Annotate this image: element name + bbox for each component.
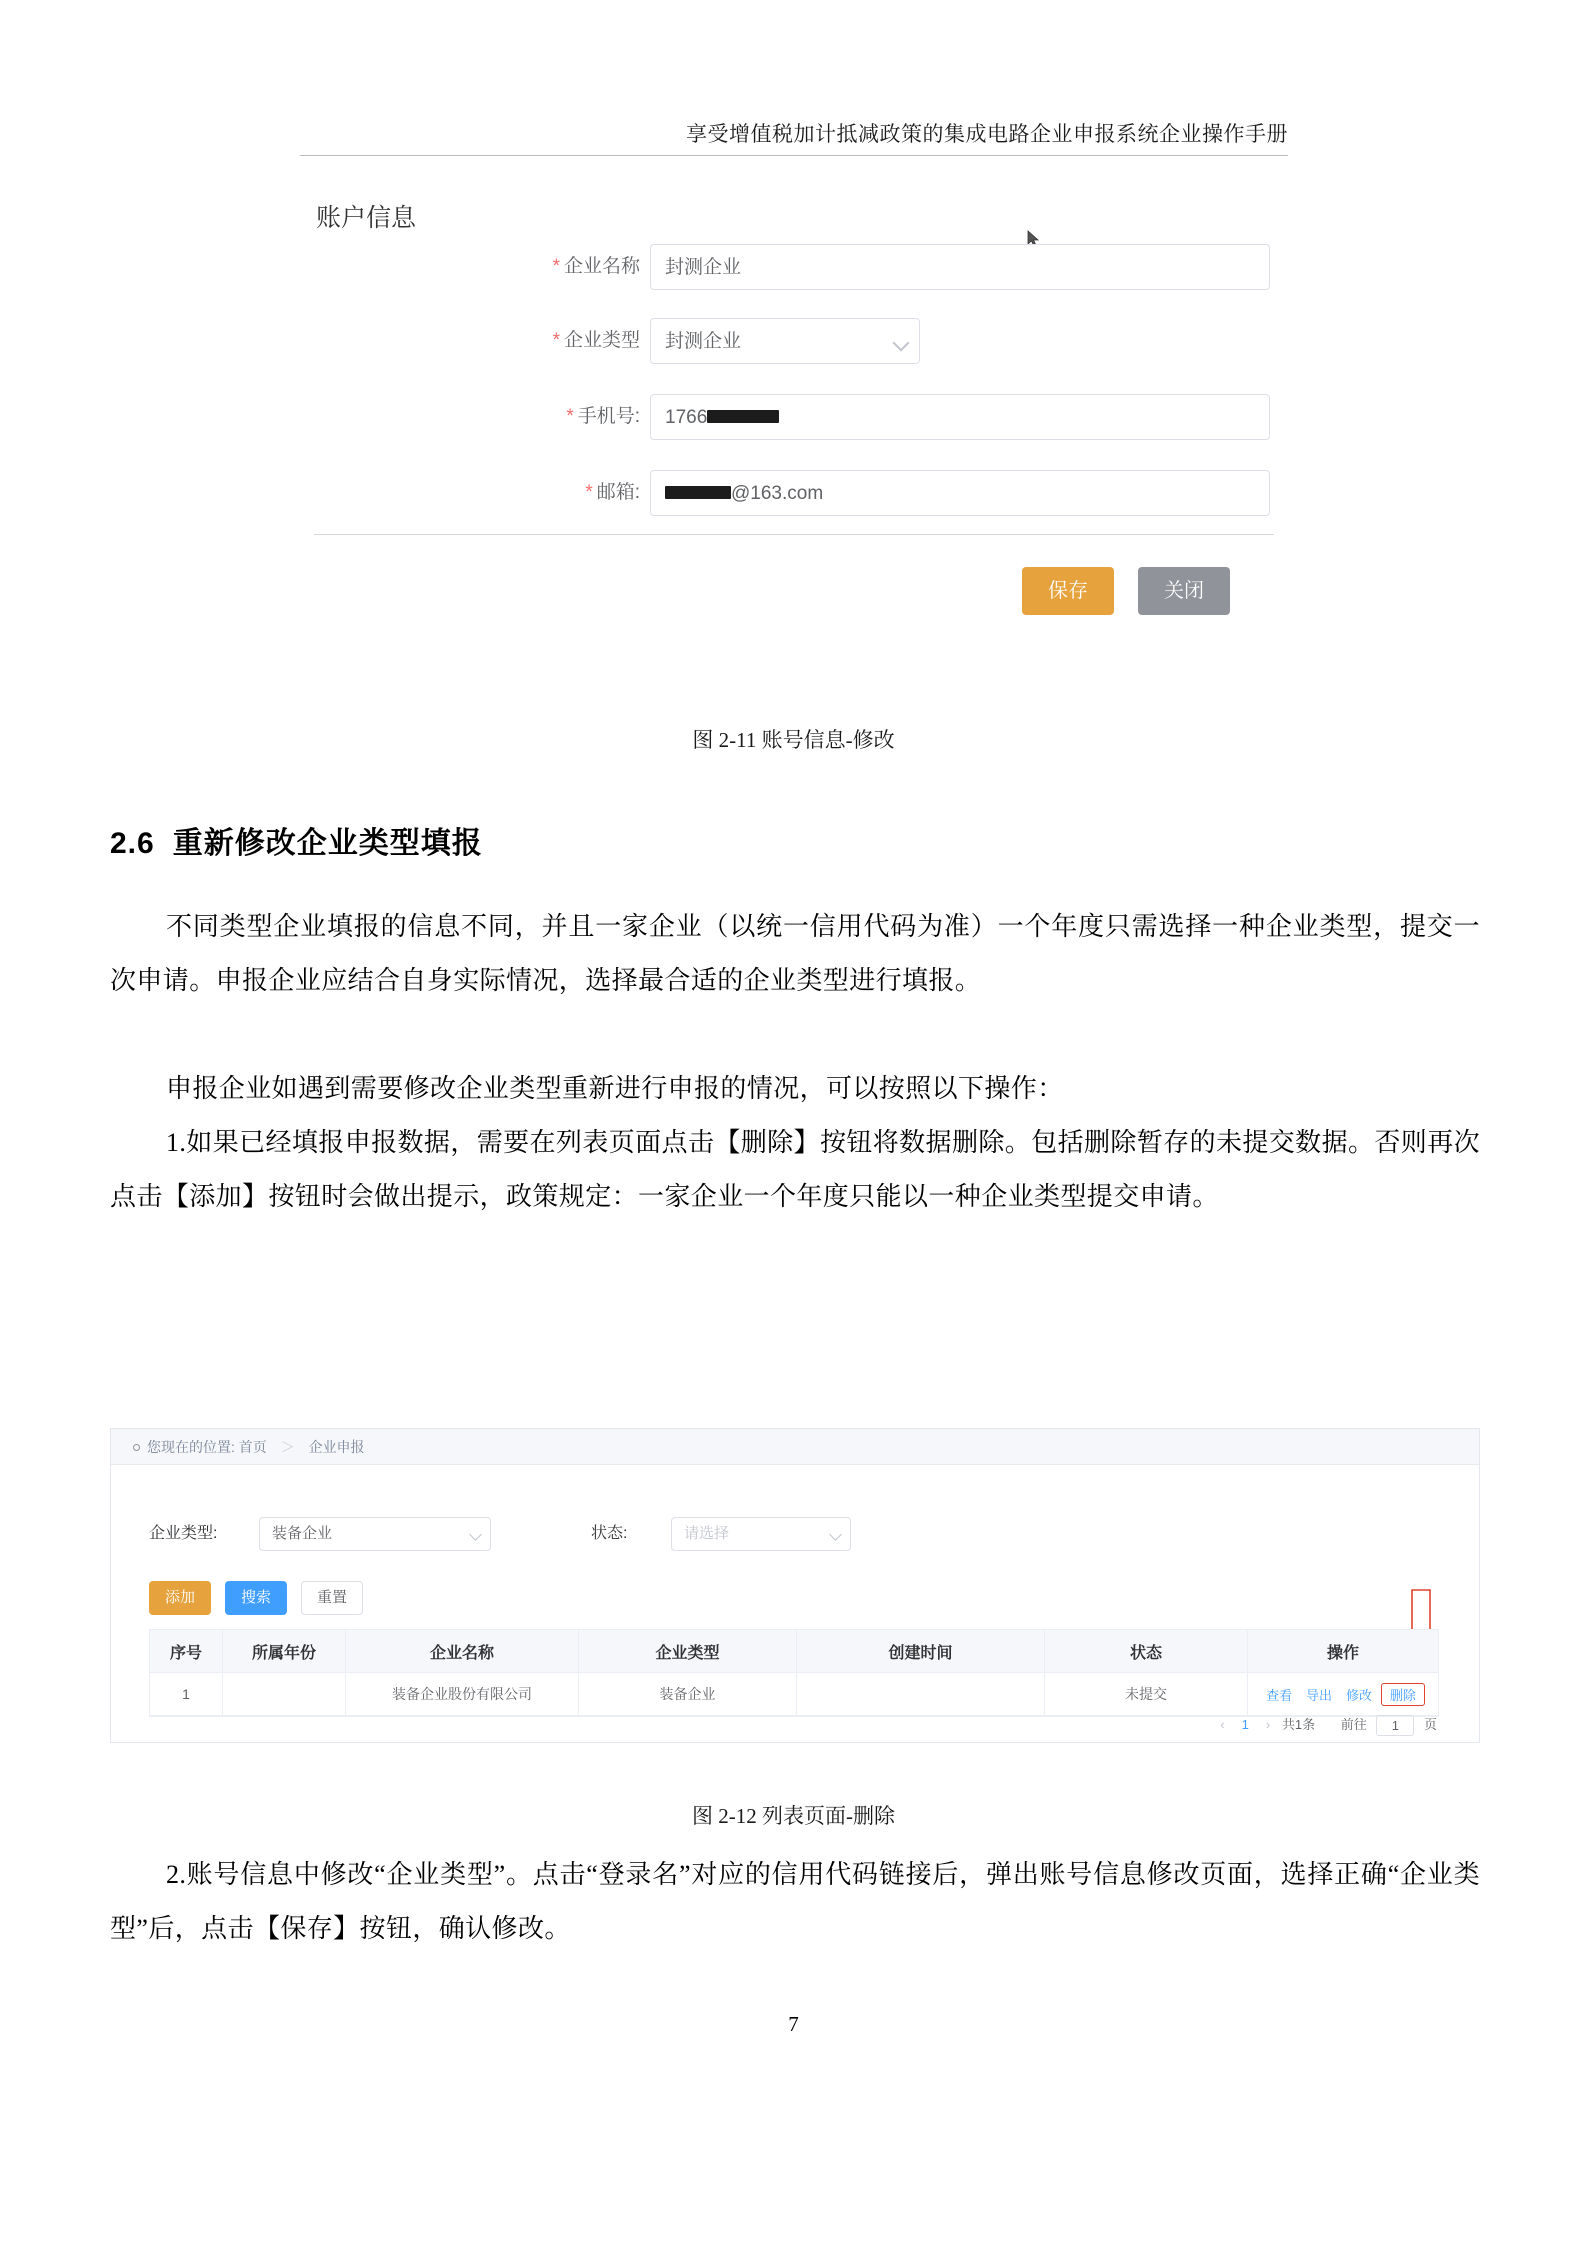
field-row-phone (300, 394, 1288, 440)
location-icon (133, 1444, 140, 1451)
pagination-prev[interactable]: ‹ (1220, 1717, 1225, 1732)
action-delete-highlight (1381, 1683, 1425, 1706)
input-email[interactable] (650, 470, 1270, 516)
figure-list-page (110, 1428, 1480, 1743)
filter-select-status[interactable]: 请选择 (671, 1517, 851, 1551)
breadcrumb-bar (111, 1429, 1479, 1465)
section-heading (110, 818, 483, 862)
form-divider (314, 534, 1274, 535)
figure-caption-2-11: 图 2-11 账号信息-修改 (692, 728, 895, 752)
cell-company: 装备企业股份有限公司 (346, 1673, 579, 1716)
header-divider (300, 155, 1288, 156)
pagination-page-1[interactable]: 1 (1241, 1717, 1249, 1732)
chevron-down-icon (829, 1528, 842, 1541)
input-company-name[interactable]: 封测企业 (650, 244, 1270, 290)
select-company-type[interactable]: 封测企业 (650, 318, 920, 364)
pagination-jump-label: 前往 (1340, 1717, 1367, 1732)
action-edit[interactable]: 修改 (1345, 1687, 1372, 1703)
save-button[interactable]: 保存 (1022, 567, 1114, 615)
required-mark: * (566, 406, 574, 427)
col-type: 企业类型 (579, 1630, 797, 1673)
required-mark: * (552, 256, 560, 277)
close-button[interactable]: 关闭 (1138, 567, 1230, 615)
redaction-bar (707, 410, 779, 423)
email-value: @163.com (665, 471, 823, 517)
figure-caption-2-12: 图 2-12 列表页面-删除 (692, 1804, 895, 1828)
breadcrumb-separator: ＞ (280, 1439, 295, 1455)
field-row-company-name (300, 244, 1288, 290)
action-delete[interactable]: 删除 (1389, 1687, 1416, 1703)
account-info-title: 账户信息 (316, 204, 417, 232)
figure-account-info (300, 182, 1288, 682)
cell-actions (1248, 1673, 1439, 1716)
input-phone[interactable] (650, 394, 1270, 440)
field-row-email (300, 470, 1288, 516)
col-index: 序号 (150, 1630, 223, 1673)
col-status: 状态 (1045, 1630, 1248, 1673)
chevron-down-icon (893, 335, 910, 352)
required-mark: * (552, 330, 560, 351)
cell-created (797, 1673, 1045, 1716)
col-company: 企业名称 (346, 1630, 579, 1673)
filter-label-status: 状态: (591, 1525, 628, 1542)
add-button[interactable]: 添加 (149, 1581, 211, 1615)
cell-year (223, 1673, 346, 1716)
page-number: 7 (788, 2012, 799, 2036)
pagination-next[interactable]: › (1265, 1717, 1271, 1732)
heading-number: 2.6 (110, 827, 155, 860)
label-email: * 邮箱: (585, 482, 640, 503)
reset-button[interactable]: 重置 (301, 1581, 363, 1615)
breadcrumb-item-home[interactable]: 首页 (238, 1439, 267, 1455)
action-view[interactable]: 查看 (1266, 1687, 1293, 1703)
heading-text: 重新修改企业类型填报 (172, 827, 483, 860)
label-company-type: * 企业类型 (552, 330, 640, 351)
field-row-company-type (300, 318, 1288, 364)
pagination-jump-input[interactable]: 1 (1376, 1715, 1414, 1736)
filter-select-company-type[interactable]: 装备企业 (259, 1517, 491, 1551)
paragraph-3: 1.如果已经填报申报数据，需要在列表页面点击【删除】按钮将数据删除。包括删除暂存的未提交数据。否则再次点击【添加】按钮时会做出提示，政策规定：一家企业一个年度只能以一种企业类型提交申请。 (110, 1128, 1480, 1211)
running-header: 享受增值税加计抵减政策的集成电路企业申报系统企业操作手册 (686, 122, 1288, 146)
search-button[interactable]: 搜索 (225, 1581, 287, 1615)
action-export[interactable]: 导出 (1306, 1687, 1333, 1703)
pagination (1212, 1715, 1437, 1736)
col-actions: 操作 (1248, 1630, 1439, 1673)
label-company-name: * 企业名称 (552, 256, 640, 277)
declaration-table (149, 1629, 1439, 1717)
pagination-total: 共1条 (1281, 1717, 1316, 1732)
breadcrumb-item-current[interactable]: 企业申报 (308, 1439, 365, 1455)
paragraph-2: 申报企业如遇到需要修改企业类型重新进行申报的情况，可以按照以下操作： (166, 1074, 1064, 1103)
breadcrumb: 您现在的位置: 首页 ＞ 企业申报 (147, 1439, 365, 1455)
redaction-bar (665, 486, 731, 499)
table-row (150, 1673, 1438, 1716)
paragraph-4: 2.账号信息中修改“企业类型”。点击“登录名”对应的信用代码链接后，弹出账号信息修改页面，选择正确“企业类型”后，点击【保存】按钮，确认修改。 (110, 1860, 1480, 1943)
col-created: 创建时间 (797, 1630, 1045, 1673)
label-phone: * 手机号: (566, 406, 640, 427)
phone-value: 1766 (665, 395, 779, 441)
col-year: 所属年份 (223, 1630, 346, 1673)
cell-index: 1 (150, 1673, 223, 1716)
pagination-jump-suffix: 页 (1423, 1717, 1437, 1732)
cell-type: 装备企业 (579, 1673, 797, 1716)
paragraph-1: 不同类型企业填报的信息不同，并且一家企业（以统一信用代码为准）一个年度只需选择一种企业类型，提交一次申请。申报企业应结合自身实际情况，选择最合适的企业类型进行填报。 (110, 912, 1480, 995)
chevron-down-icon (469, 1528, 482, 1541)
table-header-row (150, 1630, 1438, 1673)
filter-label-company-type: 企业类型: (149, 1525, 218, 1542)
required-mark: * (585, 482, 593, 503)
cell-status: 未提交 (1045, 1673, 1248, 1716)
